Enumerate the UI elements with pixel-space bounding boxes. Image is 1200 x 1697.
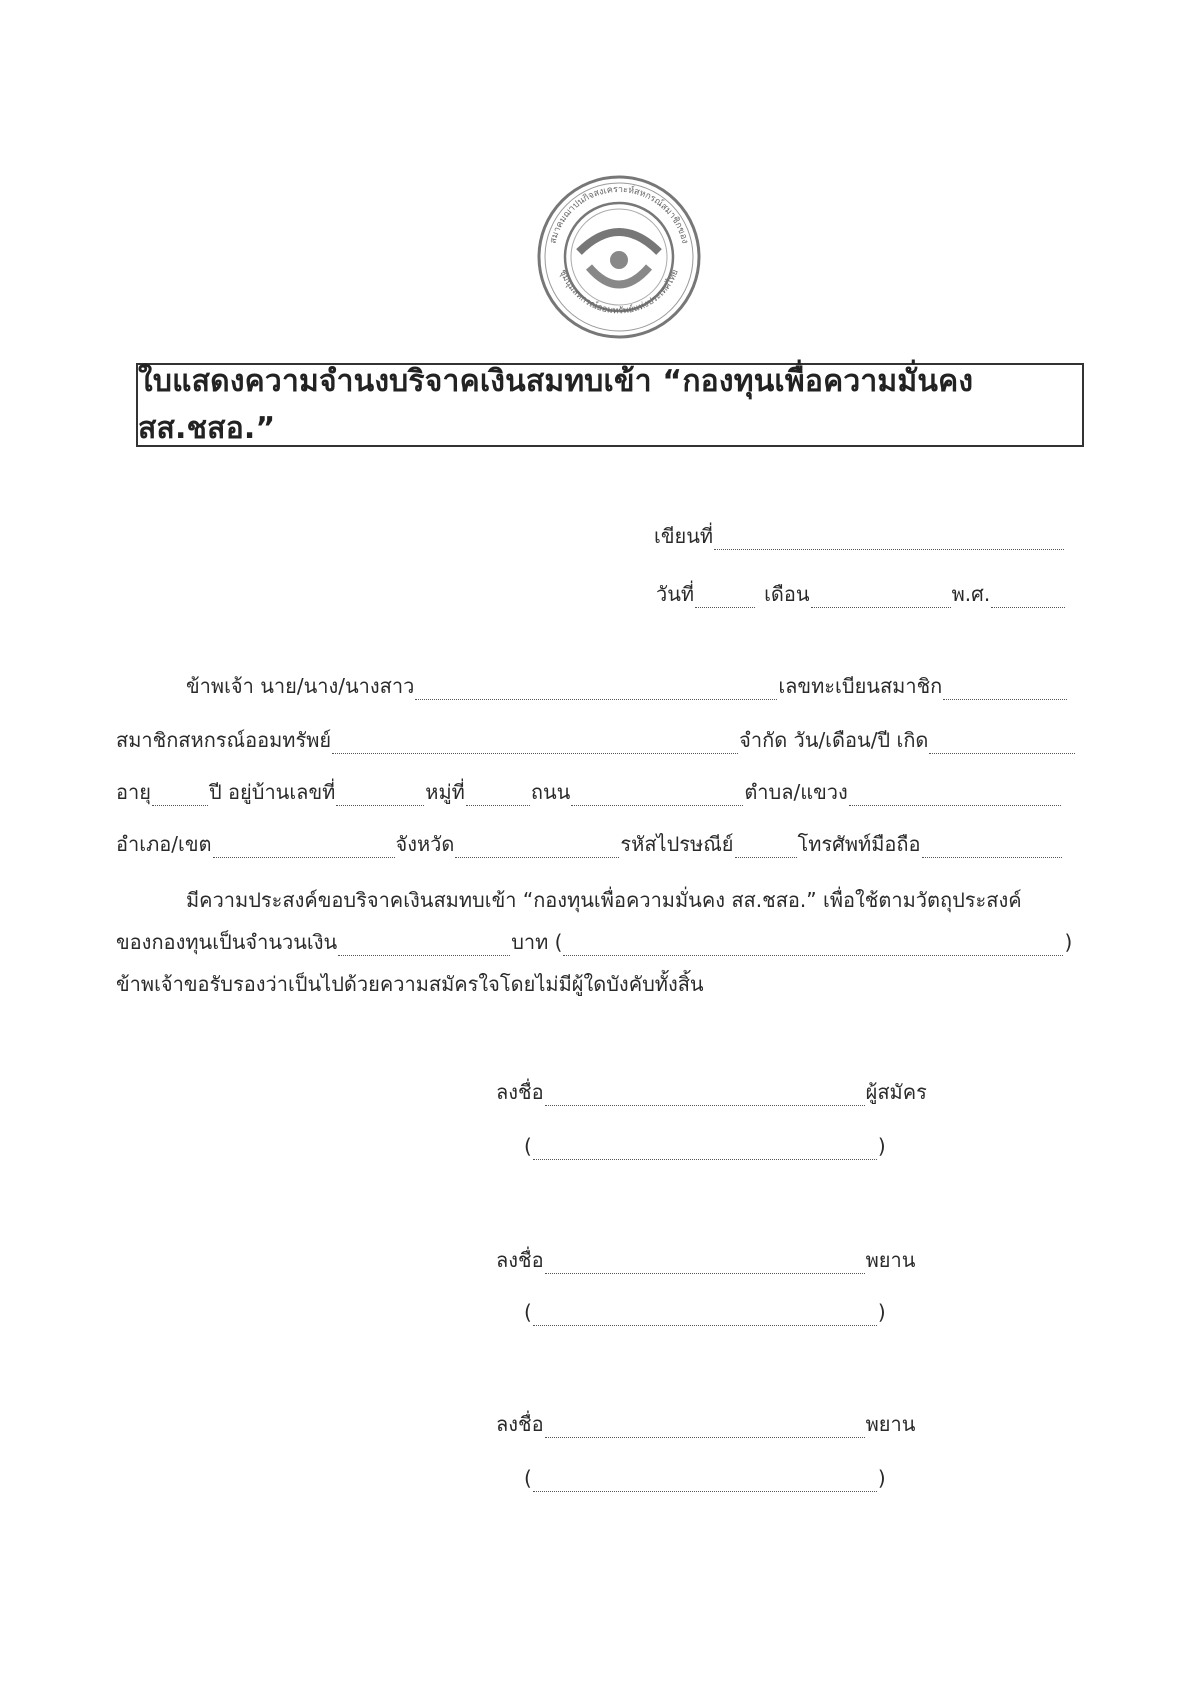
applicant-printed-name-row	[524, 1132, 886, 1160]
date-year-field[interactable]	[991, 587, 1065, 608]
phone-label: โทรศัพท์มือถือ	[797, 832, 921, 856]
sign-label: ลงชื่อ	[496, 1412, 544, 1436]
full-name-field[interactable]	[415, 679, 777, 700]
coop-row	[116, 726, 1076, 754]
seal-ring-text-top: สมาคมฌาปนกิจสงเคราะห์สหกรณ์สมาชิกของ	[548, 184, 690, 245]
amount-field[interactable]	[338, 935, 510, 956]
close-paren: )	[877, 1134, 886, 1158]
amount-row	[116, 928, 1072, 956]
witness-2-role-label: พยาน	[865, 1412, 916, 1436]
name-row	[186, 672, 1068, 700]
witness-1-printed-name-field[interactable]	[533, 1305, 877, 1326]
intro-label: ข้าพเจ้า นาย/นาง/นางสาว	[186, 674, 415, 698]
limited-dob-label: จำกัด วัน/เดือน/ปี เกิด	[739, 728, 929, 752]
phone-field[interactable]	[922, 837, 1062, 858]
amount-close-paren: )	[1064, 930, 1073, 954]
signature-applicant-row	[496, 1078, 927, 1106]
subdistrict-label: ตำบล/แขวง	[744, 780, 848, 804]
coop-name-field[interactable]	[332, 733, 738, 754]
road-label: ถนน	[530, 780, 571, 804]
declaration-text-3: ข้าพเจ้าขอรับรองว่าเป็นไปด้วยความสมัครใจโดยไม่มีผู้ใดบังคับทั้งสิ้น	[116, 972, 704, 996]
subdistrict-field[interactable]	[849, 785, 1061, 806]
district-label: อำเภอ/เขต	[116, 832, 212, 856]
witness-2-signature-field[interactable]	[545, 1417, 865, 1438]
postcode-label: รหัสไปรษณีย์	[620, 832, 734, 856]
province-field[interactable]	[455, 837, 619, 858]
age-label: อายุ	[116, 780, 151, 804]
member-no-field[interactable]	[943, 679, 1067, 700]
open-paren: (	[524, 1134, 532, 1158]
title-box	[136, 363, 1084, 447]
applicant-role-label: ผู้สมัคร	[865, 1080, 927, 1104]
close-paren: )	[877, 1300, 886, 1324]
amount-label: ของกองทุนเป็นจำนวนเงิน	[116, 930, 338, 954]
year-house-no-label: ปี อยู่บ้านเลขที่	[208, 780, 336, 804]
month-label: เดือน	[764, 582, 810, 606]
amount-words-field[interactable]	[563, 935, 1063, 956]
age-field[interactable]	[152, 785, 208, 806]
svg-text:ชุมนุมสหกรณ์ออมทรัพย์แห่งประเท	[557, 268, 680, 316]
close-paren: )	[877, 1466, 886, 1490]
declaration-text-1: มีความประสงค์ขอบริจาคเงินสมทบเข้า “กองทุนเพื่อความมั่นคง สส.ชสอ.” เพื่อใช้ตามวัตถุประสงค์	[186, 888, 1022, 912]
date-day-field[interactable]	[695, 587, 755, 608]
written-at-field[interactable]	[714, 529, 1064, 550]
witness-2-printed-name-row	[524, 1464, 886, 1492]
applicant-printed-name-field[interactable]	[533, 1139, 877, 1160]
page-title: ใบแสดงความจำนงบริจาคเงินสมทบเข้า “กองทุนเพื่อความมั่นคง สส.ชสอ.”	[138, 364, 974, 446]
address-row-1	[116, 778, 1062, 806]
applicant-signature-field[interactable]	[545, 1085, 865, 1106]
sign-label: ลงชื่อ	[496, 1080, 544, 1104]
district-field[interactable]	[213, 837, 395, 858]
association-seal-icon	[534, 172, 704, 342]
open-paren: (	[524, 1300, 532, 1324]
province-label: จังหวัด	[395, 832, 455, 856]
declaration-line-3	[116, 970, 704, 998]
written-at-label: เขียนที่	[654, 524, 714, 548]
dob-field[interactable]	[929, 733, 1075, 754]
witness-1-printed-name-row	[524, 1298, 886, 1326]
date-row	[656, 580, 1066, 608]
witness-1-role-label: พยาน	[865, 1248, 916, 1272]
member-no-label: เลขทะเบียนสมาชิก	[778, 674, 943, 698]
date-label: วันที่	[656, 582, 695, 606]
postcode-field[interactable]	[735, 837, 797, 858]
declaration-line-1	[186, 886, 1022, 914]
moo-field[interactable]	[466, 785, 530, 806]
baht-label: บาท (	[511, 930, 563, 954]
address-row-2	[116, 830, 1063, 858]
road-field[interactable]	[571, 785, 743, 806]
year-label: พ.ศ.	[951, 582, 991, 606]
written-at-row	[654, 522, 1065, 550]
moo-label: หมู่ที่	[425, 780, 465, 804]
sign-label: ลงชื่อ	[496, 1248, 544, 1272]
house-no-field[interactable]	[336, 785, 424, 806]
seal-ring-text-bottom: ชุมนุมสหกรณ์ออมทรัพย์แห่งประเทศไทย	[557, 268, 681, 317]
date-month-field[interactable]	[811, 587, 951, 608]
coop-member-label: สมาชิกสหกรณ์ออมทรัพย์	[116, 728, 332, 752]
open-paren: (	[524, 1466, 532, 1490]
signature-witness-1-row	[496, 1246, 915, 1274]
signature-witness-2-row	[496, 1410, 915, 1438]
witness-2-printed-name-field[interactable]	[533, 1471, 877, 1492]
witness-1-signature-field[interactable]	[545, 1253, 865, 1274]
